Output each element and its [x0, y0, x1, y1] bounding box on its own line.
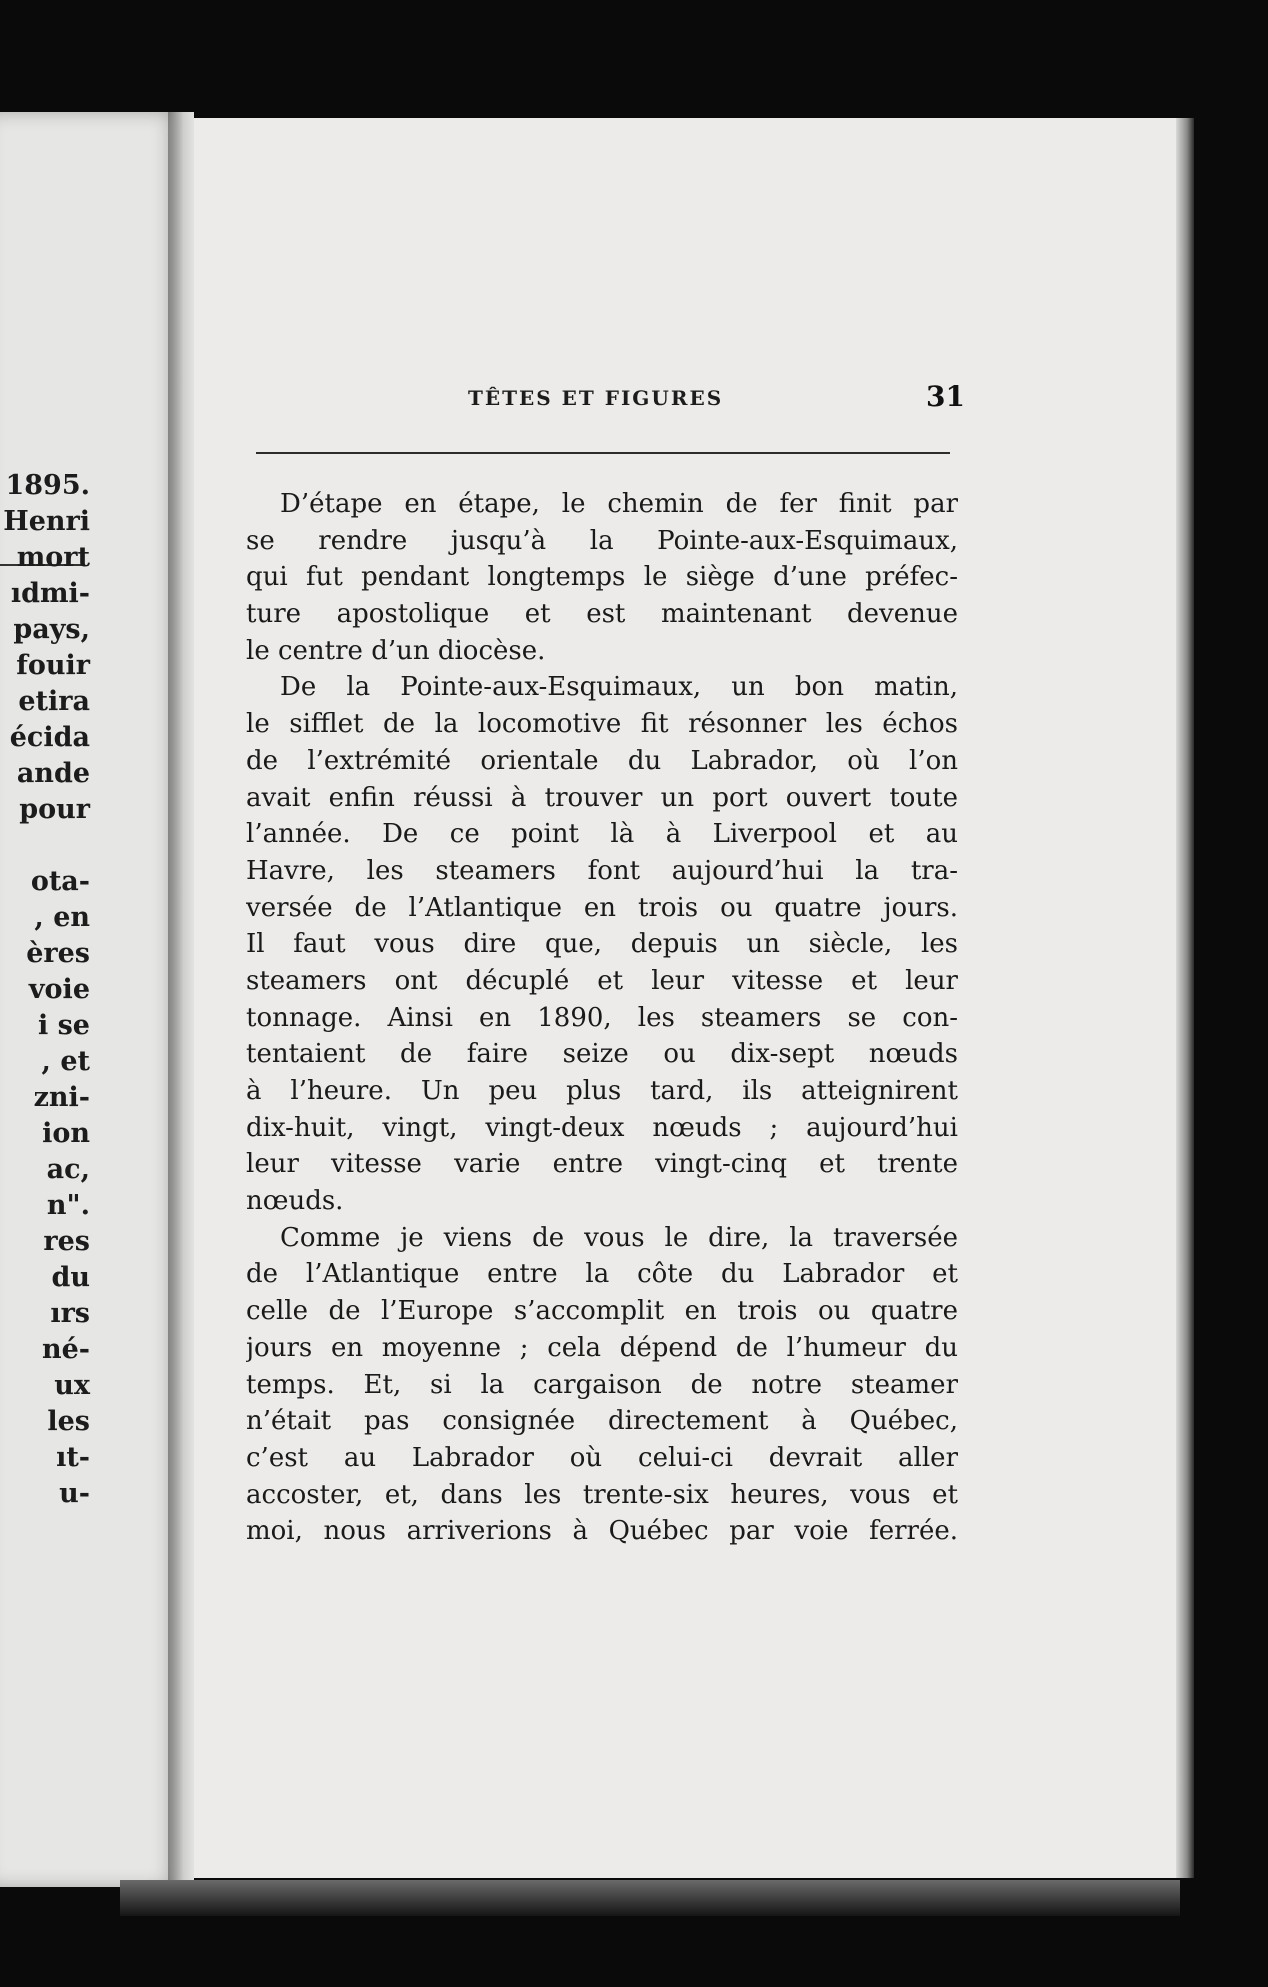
page-number: 31: [926, 380, 965, 413]
left-page-line: pays,: [13, 614, 90, 645]
text-line: jours en moyenne ; cela dépend de l’humeur du: [246, 1332, 958, 1363]
text-line: avait enfin réussi à trouver un port ouvert toute: [246, 782, 958, 813]
left-page-line: , en: [34, 902, 90, 933]
text-line: dix-huit, vingt, vingt-deux nœuds ; aujourd’hui: [246, 1112, 958, 1143]
text-line: nœuds.: [246, 1186, 344, 1217]
left-page-line: i se: [37, 1010, 90, 1041]
text-line: D’étape en étape, le chemin de fer finit par: [280, 489, 958, 519]
text-line: De la Pointe-aux-Esquimaux, un bon matin,: [280, 672, 958, 703]
left-page-line: etira: [18, 686, 90, 717]
text-line: c’est au Labrador où celui-ci devrait aller: [246, 1442, 958, 1473]
text-line: steamers ont décuplé et leur vitesse et leur: [246, 965, 958, 996]
left-page-line: mort: [16, 542, 90, 573]
text-line: à l’heure. Un peu plus tard, ils atteignirent: [246, 1076, 958, 1106]
bottom-shadow: [120, 1880, 1180, 1916]
left-page-text: [0, 468, 90, 1512]
left-page-line: ırs: [50, 1298, 90, 1329]
left-page-line: du: [51, 1262, 90, 1293]
left-page-line: n".: [46, 1190, 90, 1221]
left-page-line: ères: [26, 938, 90, 969]
left-page-line: zni-: [33, 1082, 90, 1113]
body-text: [246, 486, 958, 1550]
page-edge: [1176, 118, 1194, 1878]
left-page-line: ande: [16, 758, 90, 789]
header-rule: [256, 452, 950, 454]
left-page-line: 1895.: [5, 470, 90, 501]
text-line: ture apostolique et est maintenant devenue: [246, 599, 958, 630]
left-page-line: pour: [19, 794, 90, 825]
text-line: l’année. De ce point là à Liverpool et au: [246, 819, 958, 850]
right-page: [186, 118, 1186, 1878]
left-page-line: ac,: [46, 1154, 90, 1185]
text-line: celle de l’Europe s’accomplit en trois ou quatre: [246, 1296, 958, 1327]
text-line: accoster, et, dans les trente-six heures, vous et: [246, 1479, 958, 1510]
text-line: tonnage. Ainsi en 1890, les steamers se con-: [246, 1002, 958, 1033]
left-page-line: les: [47, 1406, 90, 1437]
text-line: le sifflet de la locomotive fit résonner les échos: [246, 709, 958, 740]
text-line: qui fut pendant longtemps le siège d’une préfec-: [246, 562, 958, 593]
text-line: versée de l’Atlantique en trois ou quatre jours.: [246, 892, 958, 923]
left-page-line: écida: [9, 722, 90, 753]
left-page-line: ıt-: [56, 1442, 90, 1473]
text-line: de l’Atlantique entre la côte du Labrador et: [246, 1259, 958, 1290]
left-page-line: [0, 828, 90, 864]
left-page-line: ota-: [30, 866, 90, 897]
text-line: Il faut vous dire que, depuis un siècle, les: [246, 929, 958, 960]
text-line: tentaient de faire seize ou dix-sept nœuds: [246, 1039, 958, 1070]
text-line: Havre, les steamers font aujourd’hui la tra-: [246, 855, 958, 886]
left-page-line: ion: [42, 1118, 90, 1149]
text-line: Comme je viens de vous le dire, la traversée: [280, 1222, 958, 1253]
text-line: de l’extrémité orientale du Labrador, où l’on: [246, 745, 958, 776]
left-page-line: Henri: [3, 506, 90, 537]
book-gutter: [168, 112, 194, 1892]
text-line: temps. Et, si la cargaison de notre steamer: [246, 1369, 958, 1400]
text-line: n’était pas consignée directement à Québec,: [246, 1406, 958, 1437]
left-page-line: ux: [54, 1370, 90, 1401]
left-page-line: u-: [59, 1478, 90, 1509]
left-page-line: voie: [28, 974, 90, 1005]
text-line: se rendre jusqu’à la Pointe-aux-Esquimaux,: [246, 525, 958, 556]
text-line: le centre d’un diocèse.: [246, 635, 546, 666]
left-page-line: ıdmi-: [10, 578, 90, 609]
left-page-line: né-: [41, 1334, 90, 1365]
left-page-line: res: [43, 1226, 90, 1257]
running-head: TÊTES ET FIGURES: [468, 386, 724, 410]
text-line: moi, nous arriverions à Québec par voie ferrée.: [246, 1516, 958, 1547]
left-page-line: , et: [41, 1046, 90, 1077]
text-line: leur vitesse varie entre vingt-cinq et trente: [246, 1149, 958, 1180]
left-page-line: fouir: [16, 650, 90, 681]
